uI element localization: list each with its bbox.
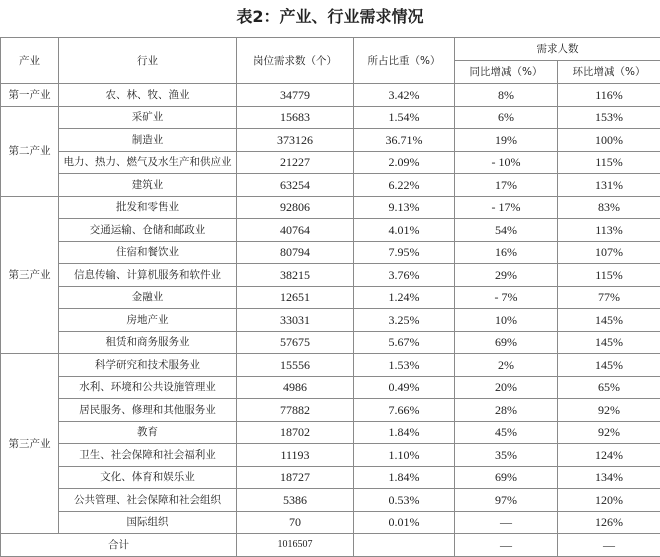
sector-cell: 公共管理、社会保障和社会组织 — [59, 489, 237, 512]
positions-cell: 70 — [237, 511, 354, 534]
sector-cell: 金融业 — [59, 286, 237, 309]
total-yoy: — — [455, 534, 558, 557]
table-row — [1, 421, 660, 444]
yoy-cell: - 7% — [455, 286, 558, 309]
positions-cell: 80794 — [237, 241, 354, 264]
table-row — [1, 309, 660, 332]
table-body — [1, 84, 660, 557]
table-row — [1, 129, 660, 152]
table-row — [1, 264, 660, 287]
mom-cell: 131% — [558, 174, 660, 197]
sector-cell: 批发和零售业 — [59, 196, 237, 219]
industry-cell: 第三产业 — [1, 196, 59, 354]
mom-cell: 65% — [558, 376, 660, 399]
mom-cell: 83% — [558, 196, 660, 219]
positions-cell: 40764 — [237, 219, 354, 242]
yoy-cell: 17% — [455, 174, 558, 197]
positions-cell: 34779 — [237, 84, 354, 107]
positions-cell: 33031 — [237, 309, 354, 332]
share-cell: 1.84% — [354, 466, 455, 489]
share-cell: 0.01% — [354, 511, 455, 534]
yoy-cell: 10% — [455, 309, 558, 332]
total-label: 合计 — [1, 534, 237, 557]
share-cell: 3.42% — [354, 84, 455, 107]
header-mom: 环比增减（%） — [558, 61, 660, 84]
sector-cell: 农、林、牧、渔业 — [59, 84, 237, 107]
yoy-cell: 16% — [455, 241, 558, 264]
mom-cell: 153% — [558, 106, 660, 129]
yoy-cell: 69% — [455, 466, 558, 489]
header-yoy: 同比增减（%） — [455, 61, 558, 84]
share-cell: 5.67% — [354, 331, 455, 354]
header-positions: 岗位需求数（个） — [237, 38, 354, 84]
table-row — [1, 489, 660, 512]
mom-cell: 107% — [558, 241, 660, 264]
share-cell: 1.54% — [354, 106, 455, 129]
positions-cell: 63254 — [237, 174, 354, 197]
share-cell: 3.76% — [354, 264, 455, 287]
total-positions: 1016507 — [237, 534, 354, 557]
positions-cell: 92806 — [237, 196, 354, 219]
share-cell: 2.09% — [354, 151, 455, 174]
share-cell: 3.25% — [354, 309, 455, 332]
sector-cell: 卫生、社会保障和社会福利业 — [59, 444, 237, 467]
sector-cell: 水利、环境和公共设施管理业 — [59, 376, 237, 399]
sector-cell: 信息传输、计算机服务和软件业 — [59, 264, 237, 287]
yoy-cell: 45% — [455, 421, 558, 444]
yoy-cell: 2% — [455, 354, 558, 377]
sector-cell: 文化、体育和娱乐业 — [59, 466, 237, 489]
mom-cell: 116% — [558, 84, 660, 107]
yoy-cell: 54% — [455, 219, 558, 242]
table-row — [1, 286, 660, 309]
positions-cell: 373126 — [237, 129, 354, 152]
header-share: 所占比重（%） — [354, 38, 455, 84]
positions-cell: 5386 — [237, 489, 354, 512]
mom-cell: 145% — [558, 354, 660, 377]
yoy-cell: 19% — [455, 129, 558, 152]
share-cell: 6.22% — [354, 174, 455, 197]
table-row — [1, 331, 660, 354]
share-cell: 7.66% — [354, 399, 455, 422]
positions-cell: 12651 — [237, 286, 354, 309]
mom-cell: 115% — [558, 151, 660, 174]
positions-cell: 38215 — [237, 264, 354, 287]
table-row — [1, 174, 660, 197]
positions-cell: 77882 — [237, 399, 354, 422]
yoy-cell: 28% — [455, 399, 558, 422]
sector-cell: 居民服务、修理和其他服务业 — [59, 399, 237, 422]
header-industry: 产业 — [1, 38, 59, 84]
yoy-cell: 20% — [455, 376, 558, 399]
table-row — [1, 219, 660, 242]
sector-cell: 房地产业 — [59, 309, 237, 332]
share-cell: 0.49% — [354, 376, 455, 399]
positions-cell: 57675 — [237, 331, 354, 354]
table-row — [1, 196, 660, 219]
total-share — [354, 534, 455, 557]
table-row — [1, 376, 660, 399]
share-cell: 1.53% — [354, 354, 455, 377]
share-cell: 1.10% — [354, 444, 455, 467]
industry-cell: 第一产业 — [1, 84, 59, 107]
sector-cell: 电力、热力、燃气及水生产和供应业 — [59, 151, 237, 174]
table-row — [1, 241, 660, 264]
mom-cell: 145% — [558, 331, 660, 354]
share-cell: 1.84% — [354, 421, 455, 444]
positions-cell: 21227 — [237, 151, 354, 174]
positions-cell: 18727 — [237, 466, 354, 489]
mom-cell: 124% — [558, 444, 660, 467]
table-row — [1, 354, 660, 377]
yoy-cell: - 17% — [455, 196, 558, 219]
table-row — [1, 466, 660, 489]
mom-cell: 120% — [558, 489, 660, 512]
share-cell: 36.71% — [354, 129, 455, 152]
table-header — [1, 38, 660, 84]
sector-cell: 采矿业 — [59, 106, 237, 129]
mom-cell: 92% — [558, 421, 660, 444]
industry-cell: 第二产业 — [1, 106, 59, 196]
sector-cell: 教育 — [59, 421, 237, 444]
table-row — [1, 151, 660, 174]
sector-cell: 交通运输、仓储和邮政业 — [59, 219, 237, 242]
mom-cell: 113% — [558, 219, 660, 242]
sector-cell: 制造业 — [59, 129, 237, 152]
mom-cell: 126% — [558, 511, 660, 534]
positions-cell: 11193 — [237, 444, 354, 467]
table-row — [1, 444, 660, 467]
sector-cell: 租赁和商务服务业 — [59, 331, 237, 354]
positions-cell: 4986 — [237, 376, 354, 399]
mom-cell: 100% — [558, 129, 660, 152]
yoy-cell: 29% — [455, 264, 558, 287]
share-cell: 4.01% — [354, 219, 455, 242]
mom-cell: 145% — [558, 309, 660, 332]
table-row — [1, 511, 660, 534]
sector-cell: 国际组织 — [59, 511, 237, 534]
yoy-cell: 97% — [455, 489, 558, 512]
yoy-cell: 35% — [455, 444, 558, 467]
yoy-cell: 8% — [455, 84, 558, 107]
mom-cell: 134% — [558, 466, 660, 489]
yoy-cell: — — [455, 511, 558, 534]
share-cell: 1.24% — [354, 286, 455, 309]
mom-cell: 77% — [558, 286, 660, 309]
sector-cell: 建筑业 — [59, 174, 237, 197]
mom-cell: 115% — [558, 264, 660, 287]
mom-cell: 92% — [558, 399, 660, 422]
table-row — [1, 106, 660, 129]
table-row — [1, 399, 660, 422]
positions-cell: 15556 — [237, 354, 354, 377]
share-cell: 0.53% — [354, 489, 455, 512]
yoy-cell: 69% — [455, 331, 558, 354]
header-sector: 行业 — [59, 38, 237, 84]
positions-cell: 15683 — [237, 106, 354, 129]
industry-cell: 第三产业 — [1, 354, 59, 534]
yoy-cell: 6% — [455, 106, 558, 129]
sector-cell: 住宿和餐饮业 — [59, 241, 237, 264]
sector-cell: 科学研究和技术服务业 — [59, 354, 237, 377]
total-row — [1, 534, 660, 557]
industry-demand-table — [0, 37, 660, 557]
positions-cell: 18702 — [237, 421, 354, 444]
total-mom: — — [558, 534, 660, 557]
share-cell: 9.13% — [354, 196, 455, 219]
table-row — [1, 84, 660, 107]
share-cell: 7.95% — [354, 241, 455, 264]
table-title: 表2：产业、行业需求情况 — [0, 4, 660, 27]
yoy-cell: - 10% — [455, 151, 558, 174]
header-demand-group: 需求人数 — [455, 38, 660, 61]
